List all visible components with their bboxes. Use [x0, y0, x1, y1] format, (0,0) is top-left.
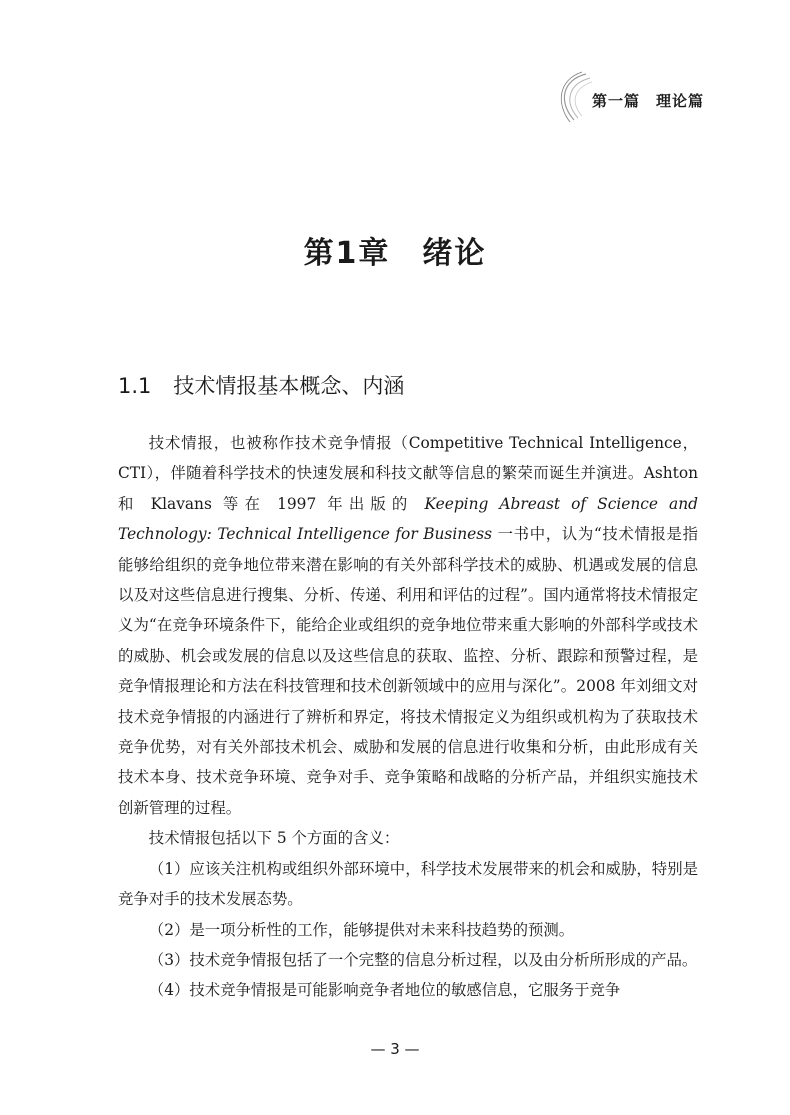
list-item: （1）应该关注机构或组织外部环境中，科学技术发展带来的机会和威胁，特别是竞争对手的技术发展态势。	[118, 859, 698, 909]
paragraph-definition	[118, 428, 698, 823]
list-item: （3）技术竞争情报包括了一个完整的信息分析过程，以及由分析所形成的产品。	[148, 950, 698, 969]
paragraph-text: 技术情报，也被称作技术竞争情报（Competitive Technical Intelligence，CTI），伴随着科学技术的快速发展和科技文献等信息的繁荣而诞生并演进。Ashton 和 Klavans 等在 1997 年出版的	[118, 434, 698, 513]
chapter-title: 第1章 绪论	[303, 236, 487, 271]
book-title: Keeping Abreast of Science and Technology: Technical Intelligence for Business	[118, 494, 698, 544]
list-item: （4）技术竞争情报是可能影响竞争者地位的敏感信息，它服务于竞争	[148, 981, 621, 1000]
section-title: 技术情报基本概念、内涵	[173, 374, 405, 398]
list-item: （2）是一项分析性的工作，能够提供对未来科技趋势的预测。	[148, 920, 575, 939]
body-text	[118, 428, 698, 1006]
section-number: 1.1	[118, 374, 152, 398]
paragraph-text: 一书中，认为“技术情报是指能够给组织的竞争地位带来潜在影响的有关外部科学技术的威胁、机遇或发展的信息以及对这些信息进行搜集、分析、传递、利用和评估的过程”。国内通常将技术情报定义为“在竞争环境条件下，能给企业或组织的竞争地位带来重大影响的外部科学或技术的威胁、机会或发展的信息以及这些信息的获取、监控、分析、跟踪和预警过程，是竞争情报理论和方法在科技管理和技术创新领域中的应用与深化”。2008 年刘细文对技术竞争情报的内涵进行了辨析和界定，将技术情报定义为组织或机构为了获取技术竞争优势，对有关外部技术机会、威胁和发展的信息进行收集和分析，由此形成有关技术本身、技术竞争环境、竞争对手、竞争策略和战略的分析产品，并组织实施技术创新管理的过程。	[118, 525, 698, 817]
page-number: — 3 —	[370, 1040, 420, 1058]
paragraph-intro-list: 技术情报包括以下 5 个方面的含义：	[148, 829, 400, 848]
running-head-text: 第一篇 理论篇	[592, 92, 705, 110]
section-heading	[118, 370, 404, 400]
running-head	[556, 68, 716, 128]
swirl-ornament-icon	[556, 68, 596, 128]
